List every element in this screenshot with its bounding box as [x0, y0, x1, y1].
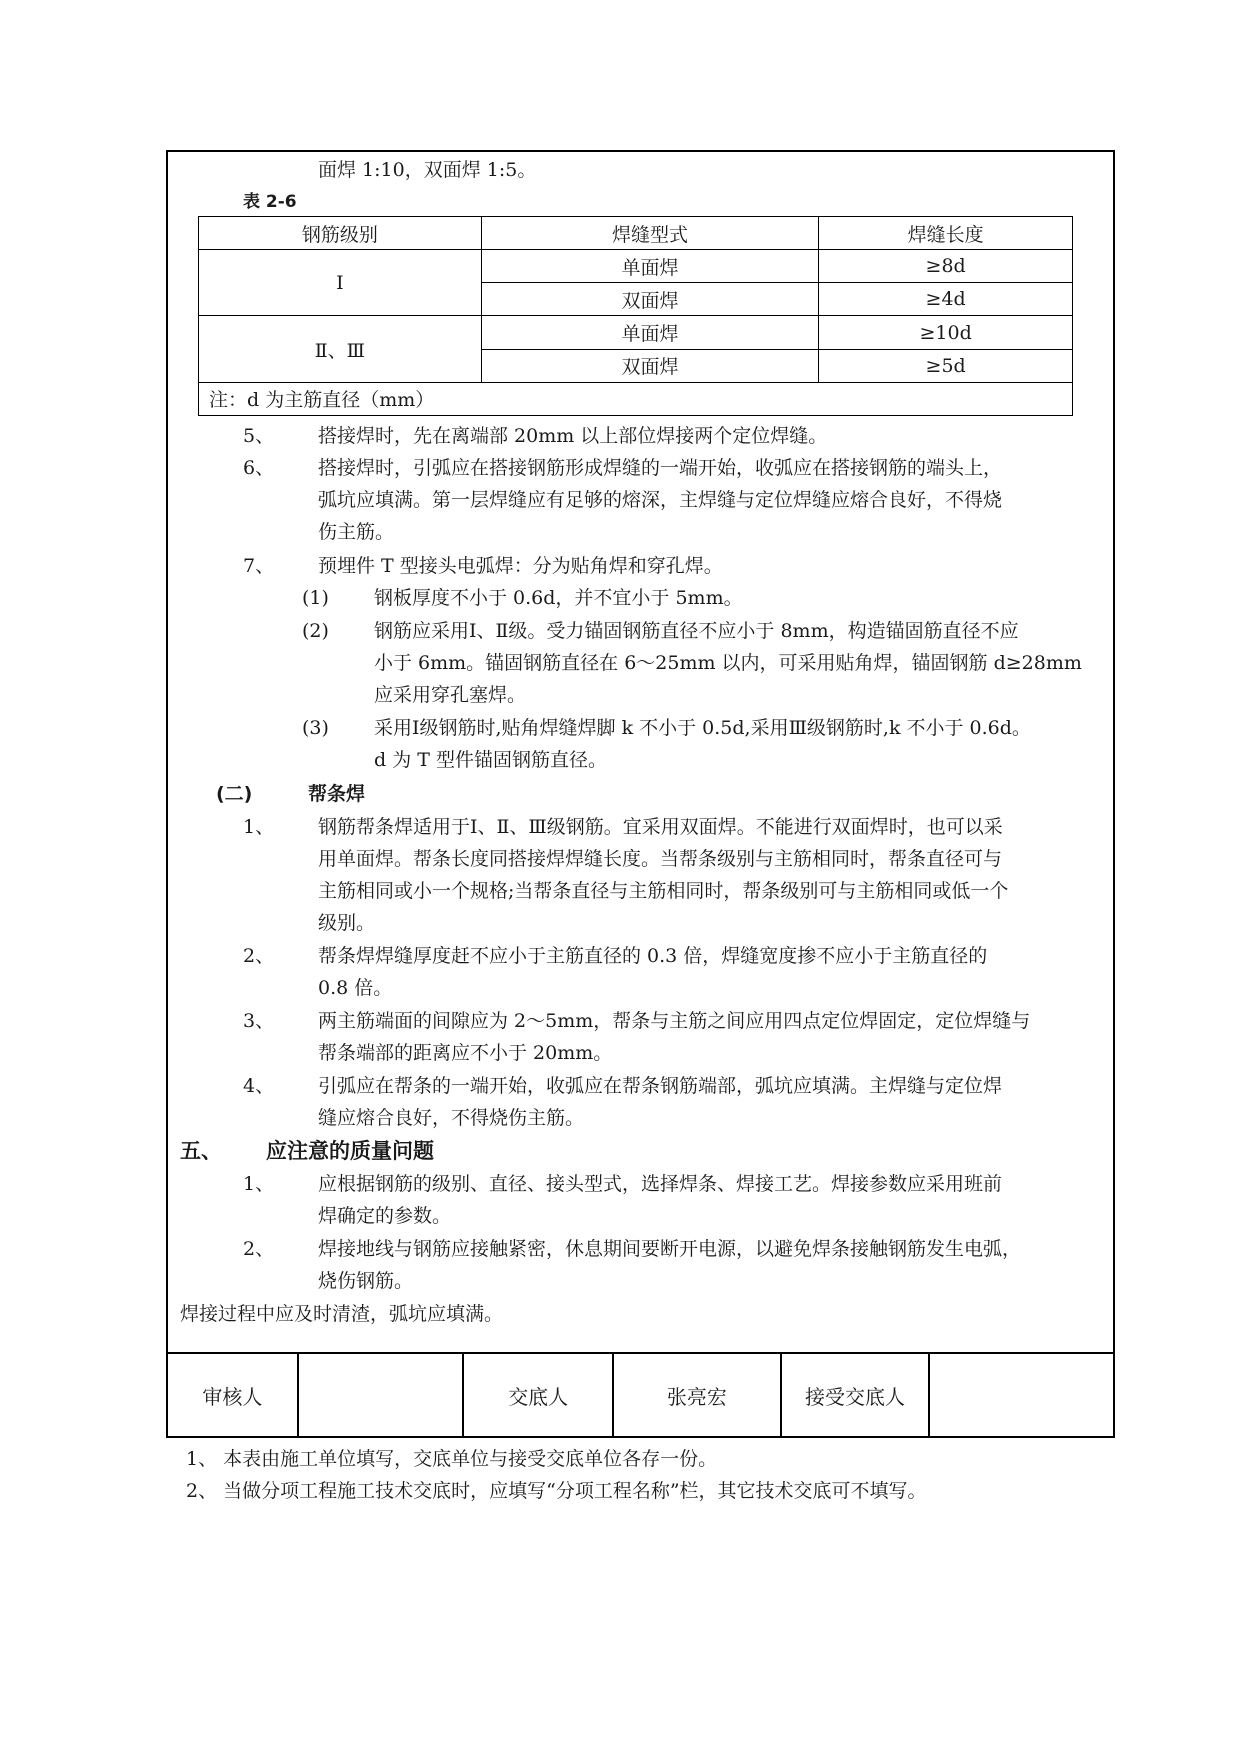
weld-length-cell: ≥10d [819, 316, 1073, 349]
item-number: 5、 [243, 425, 275, 447]
section-title: 应注意的质量问题 [266, 1139, 434, 1163]
item-line: 级别。 [318, 912, 376, 934]
item-line: 0.8 倍。 [318, 977, 393, 999]
item-number: 3、 [243, 1010, 275, 1032]
item-line: 缝应熔合良好，不得烧伤主筋。 [318, 1107, 585, 1129]
item-line: 帮条焊焊缝厚度赶不应小于主筋直径的 0.3 倍，焊缝宽度掺不应小于主筋直径的 [318, 945, 988, 967]
closing-line: 焊接过程中应及时清渣，弧坑应填满。 [180, 1303, 504, 1325]
subitem-number: (3) [302, 717, 329, 739]
signature-row [167, 1353, 1114, 1437]
table-header-row [199, 217, 1073, 250]
receiver-value[interactable] [929, 1353, 1114, 1437]
item-line: 帮条端部的距离应不小于 20mm。 [318, 1042, 613, 1064]
item-line: 弧坑应填满。第一层焊缝应有足够的熔深，主焊缝与定位焊缝应熔合良好，不得烧 [318, 489, 1003, 511]
intro-line: 面焊 1:10，双面焊 1:5。 [318, 159, 537, 181]
item-number: 1、 [243, 816, 275, 838]
discloser-label: 交底人 [463, 1353, 613, 1437]
footnote: 2、 当做分项工程施工技术交底时，应填写“分项工程名称”栏，其它技术交底可不填写。 [186, 1480, 927, 1502]
subitem-line: 采用Ⅰ级钢筋时,贴角焊缝焊脚 k 不小于 0.5d,采用Ⅲ级钢筋时,k 不小于 0.6d。 [374, 717, 1031, 739]
receiver-label: 接受交底人 [781, 1353, 930, 1437]
weld-length-cell: ≥4d [819, 283, 1073, 316]
item-number: 2、 [243, 945, 275, 967]
subitem-line: 小于 6mm。锚固钢筋直径在 6～25mm 以内，可采用贴角焊，锚固钢筋 d≥28mm [374, 652, 1082, 674]
item-line: 焊接地线与钢筋应接触紧密，休息期间要断开电源，以避免焊条接触钢筋发生电弧， [318, 1238, 1022, 1260]
item-line: 搭接焊时，先在离端部 20mm 以上部位焊接两个定位焊缝。 [318, 425, 828, 447]
subitem-line: 钢板厚度不小于 0.6d，并不宜小于 5mm。 [374, 587, 743, 609]
header-weld-type: 焊缝型式 [481, 217, 819, 250]
weld-length-cell: ≥5d [819, 349, 1073, 382]
table-note: 注：d 为主筋直径（mm） [199, 382, 1073, 415]
item-line: 两主筋端面的间隙应为 2～5mm，帮条与主筋之间应用四点定位焊固定，定位焊缝与 [318, 1010, 1031, 1032]
reviewer-label: 审核人 [167, 1353, 298, 1437]
item-number: 6、 [243, 457, 275, 479]
weld-length-cell: ≥8d [819, 250, 1073, 283]
table-note-row [199, 382, 1073, 415]
weld-type-cell: 双面焊 [481, 283, 819, 316]
footnote: 1、 本表由施工单位填写，交底单位与接受交底单位各存一份。 [186, 1448, 718, 1470]
section-title: 帮条焊 [308, 783, 366, 805]
reviewer-value[interactable] [298, 1353, 464, 1437]
weld-length-table [198, 216, 1073, 416]
table-row [199, 250, 1073, 283]
subitem-line: 应采用穿孔塞焊。 [374, 684, 527, 706]
item-line: 烧伤钢筋。 [318, 1270, 414, 1292]
section-number: 五、 [180, 1139, 222, 1163]
item-number: 1、 [243, 1173, 275, 1195]
item-line: 搭接焊时，引弧应在搭接钢筋形成焊缝的一端开始，收弧应在搭接钢筋的端头上， [318, 457, 1003, 479]
subitem-line: d 为 T 型件锚固钢筋直径。 [374, 749, 607, 771]
section-number: (二) [216, 783, 253, 805]
weld-type-cell: 单面焊 [481, 316, 819, 349]
item-line: 伤主筋。 [318, 521, 395, 543]
item-line: 用单面焊。帮条长度同搭接焊焊缝长度。当帮条级别与主筋相同时，帮条直径可与 [318, 848, 1003, 870]
table-row [199, 316, 1073, 349]
weld-type-cell: 双面焊 [481, 349, 819, 382]
item-line: 预埋件 T 型接头电弧焊：分为贴角焊和穿孔焊。 [318, 555, 723, 577]
header-weld-length: 焊缝长度 [819, 217, 1073, 250]
signature-table [166, 1352, 1115, 1438]
item-line: 引弧应在帮条的一端开始，收弧应在帮条钢筋端部，弧坑应填满。主焊缝与定位焊 [318, 1075, 1003, 1097]
item-number: 2、 [243, 1238, 275, 1260]
item-line: 应根据钢筋的级别、直径、接头型式，选择焊条、焊接工艺。焊接参数应采用班前 [318, 1173, 1003, 1195]
subitem-number: (2) [302, 620, 329, 642]
item-line: 钢筋帮条焊适用于Ⅰ、Ⅱ、Ⅲ级钢筋。宜采用双面焊。不能进行双面焊时，也可以采 [318, 816, 1003, 838]
subitem-number: (1) [302, 587, 329, 609]
item-line: 焊确定的参数。 [318, 1205, 452, 1227]
grade-cell: Ⅱ、Ⅲ [199, 316, 482, 382]
weld-type-cell: 单面焊 [481, 250, 819, 283]
header-grade: 钢筋级别 [199, 217, 482, 250]
table-caption: 表 2-6 [243, 192, 297, 212]
subitem-line: 钢筋应采用Ⅰ、Ⅱ级。受力锚固钢筋直径不应小于 8mm，构造锚固筋直径不应 [374, 620, 1019, 642]
item-number: 7、 [243, 555, 275, 577]
item-number: 4、 [243, 1075, 275, 1097]
discloser-value[interactable]: 张亮宏 [613, 1353, 781, 1437]
item-line: 主筋相同或小一个规格;当帮条直径与主筋相同时，帮条级别可与主筋相同或低一个 [318, 880, 1009, 902]
grade-cell: Ⅰ [199, 250, 482, 316]
